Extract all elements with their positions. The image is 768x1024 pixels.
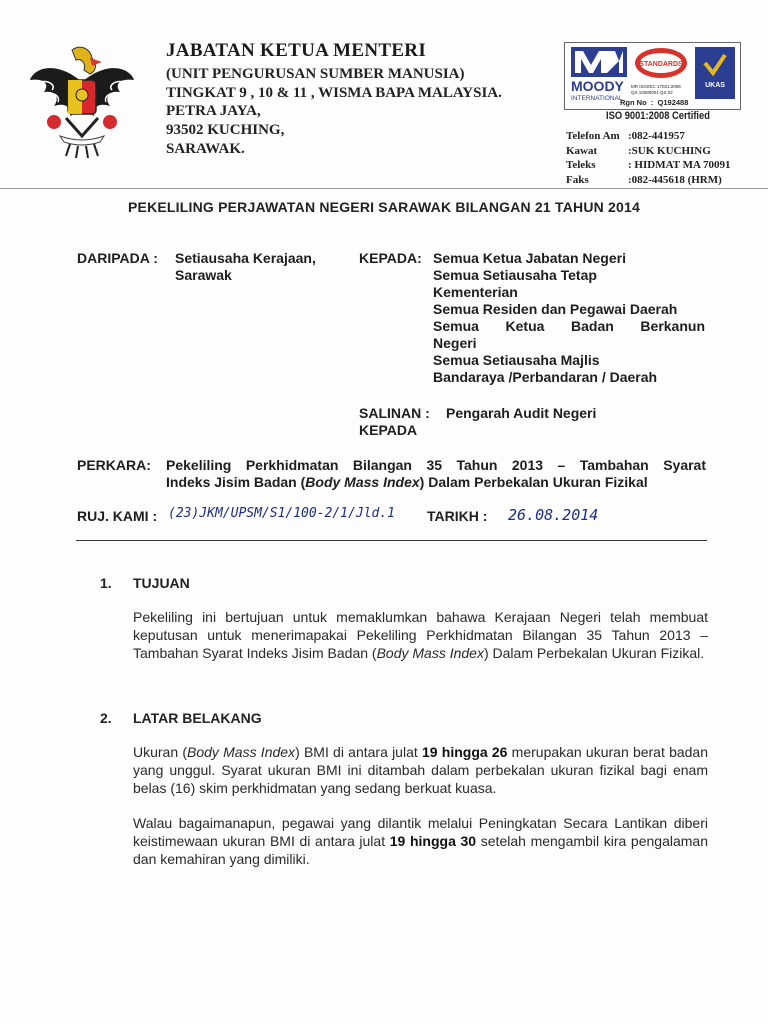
to-label: KEPADA: xyxy=(359,250,422,266)
org-address-line: SARAWAK. xyxy=(166,141,245,157)
from-label: DARIPADA : xyxy=(77,250,158,266)
recipient-line: Kementerian xyxy=(433,284,518,300)
to-recipients xyxy=(433,250,705,386)
section-number: 2. xyxy=(100,710,112,726)
section-paragraph: Ukuran (Body Mass Index) BMI di antara julat 19 hingga 26 merupakan ukuran berat badan yang unggul. Syarat ukuran BMI ini ditambah dalam perbekalan ukuran fizikal bagi enam belas (16) skim perkhidmatan yang sedang berkuat kuasa. xyxy=(133,744,709,796)
org-unit: (UNIT PENGURUSAN SUMBER MANUSIA) xyxy=(166,66,465,82)
letterhead-divider xyxy=(0,188,768,189)
recipient-line: Semua Ketua Badan Berkanun xyxy=(433,318,705,334)
recipient-line: Bandaraya /Perbandaran / Daerah xyxy=(433,369,658,385)
recipient-line: Semua Ketua Jabatan Negeri xyxy=(433,250,626,266)
section-paragraph: Pekeliling ini bertujuan untuk memaklumkan bahawa Kerajaan Negeri telah membuat keputusan untuk menerimapakai Pekeliling Perkhidmatan Bilangan 35 Tahun 2013 – Tambahan Syarat Indeks Jisim Badan (Body Mass Index) Dalam Perbekalan Ukuran Fizikal. xyxy=(133,609,708,661)
contact-row: Teleks : HIDMAT MA 70091 xyxy=(566,159,731,171)
recipient-line: Negeri xyxy=(433,335,477,351)
header-divider xyxy=(76,540,707,541)
org-name: JABATAN KETUA MENTERI xyxy=(166,40,427,61)
reg-line: MR ISO/IEC 17021:2006 xyxy=(631,84,681,89)
org-address-line: PETRA JAYA, xyxy=(166,103,261,119)
section-heading: LATAR BELAKANG xyxy=(133,710,262,726)
standards-badge: STANDARDS xyxy=(639,61,683,68)
recipient-line: Semua Residen dan Pegawai Daerah xyxy=(433,301,678,317)
section-paragraph: Walau bagaimanapun, pegawai yang dilantik melalui Peningkatan Secara Lantikan diberi keistimewaan ukuran BMI di antara julat 19 hingga 30 setelah mengambil kira pengalaman dan kemahiran yang dimiliki. xyxy=(133,815,708,867)
date-label: TARIKH : xyxy=(427,508,488,524)
contact-row: Faks :082-445618 (HRM) xyxy=(566,173,722,186)
copy-value: Pengarah Audit Negeri xyxy=(446,405,597,421)
reference-value: (23)JKM/UPSM/S1/100-2/1/Jld.1 xyxy=(168,506,395,521)
reg-line: QS 10080001 QS 02 xyxy=(631,90,673,95)
iso-certification: ISO 9001:2008 Certified xyxy=(606,110,710,122)
registration-number: Rgn No : Q192488 xyxy=(620,98,689,107)
section-number: 1. xyxy=(100,575,112,591)
moody-sub: INTERNATIONAL xyxy=(571,95,623,102)
org-address-line: 93502 KUCHING, xyxy=(166,122,285,138)
contact-row: Kawat :SUK KUCHING xyxy=(566,144,711,157)
recipient-line: Semua Setiausaha Majlis xyxy=(433,352,600,368)
subject-text: Pekeliling Perkhidmatan Bilangan 35 Tahun 2013 – Tambahan Syarat Indeks Jisim Badan (Body Mass Index) Dalam Perbekalan Ukuran Fizikal xyxy=(166,457,706,490)
recipient-line: Semua Setiausaha Tetap xyxy=(433,267,597,283)
contact-row: Telefon Am :082-441957 xyxy=(566,130,685,142)
from-value: Setiausaha Kerajaan, Sarawak xyxy=(175,250,316,283)
ukas-badge: UKAS xyxy=(705,82,725,89)
subject-label: PERKARA: xyxy=(77,457,151,473)
date-value: 26.08.2014 xyxy=(508,506,599,524)
section-heading: TUJUAN xyxy=(133,575,190,591)
reference-label: RUJ. KAMI : xyxy=(77,508,158,524)
moody-brand: MOODY xyxy=(571,78,624,94)
copy-label: SALINAN : KEPADA xyxy=(359,405,430,438)
org-address-line: TINGKAT 9 , 10 & 11 , WISMA BAPA MALAYSIA. xyxy=(166,85,502,101)
sarawak-crest-logo xyxy=(26,40,138,158)
circular-title: PEKELILING PERJAWATAN NEGERI SARAWAK BILANGAN 21 TAHUN 2014 xyxy=(128,199,640,215)
contact-details xyxy=(566,129,731,187)
